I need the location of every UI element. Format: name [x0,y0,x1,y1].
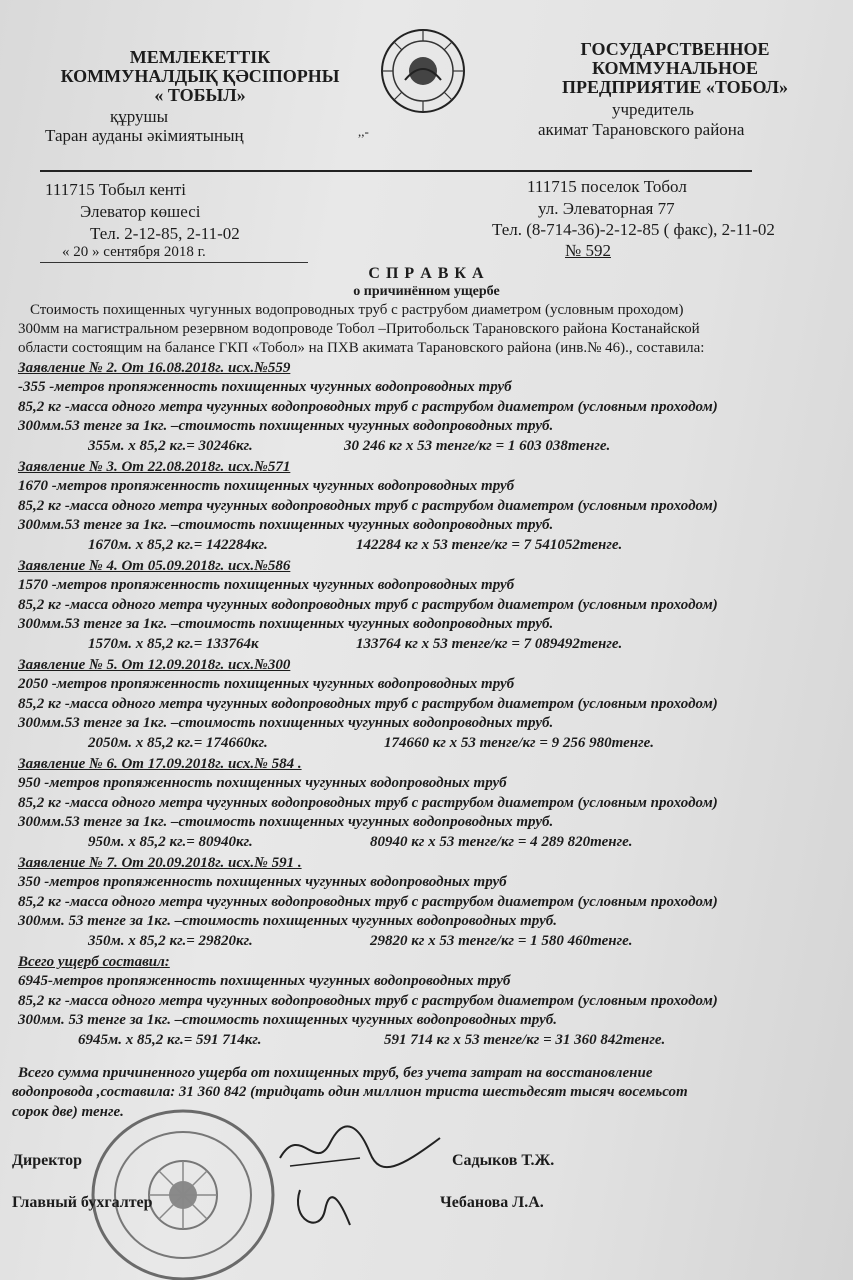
kz-org-line3: « ТОБЫЛ» [154,85,246,105]
section-price-line: 300мм. 53 тенге за 1кг. –стоимость похищенных чугунных водопроводных труб. [18,913,557,929]
kz-address1: 111715 Тобыл кенті [45,180,187,199]
section-calc-mass: 1570м. х 85,2 кг.= 133764к [88,636,259,652]
director-name: Садыков Т.Ж. [452,1152,555,1169]
section-heading: Заявление № 7. От 20.09.2018г. исх.№ 591 . [18,855,302,871]
section-calc-cost: 133764 кг х 53 тенге/кг = 7 089492тенге. [356,636,623,652]
ru-founder-label: учредитель [612,100,694,119]
ru-org-line3: ПРЕДПРИЯТИЕ «ТОБОЛ» [562,77,788,97]
director-signature-icon [270,1118,450,1178]
section-calc-mass: 1670м. х 85,2 кг.= 142284кг. [88,537,268,553]
document-subtitle: о причинённом ущербе [353,284,500,299]
official-stamp-icon [88,1100,278,1280]
summary-line-1: Всего сумма причиненного ущерба от похищенных труб, без учета затрат на восстановление [18,1065,653,1081]
summary-line-3: сорок две) тенге. [12,1104,124,1120]
section-calc-mass: 350м. х 85,2 кг.= 29820кг. [88,933,253,949]
ru-phone: Тел. (8-714-36)-2-12-85 ( факс), 2-11-02 [492,220,775,239]
section-mass-line: 85,2 кг -масса одного метра чугунных водопроводных труб с раструбом диаметром (условным проходом) [18,399,718,415]
intro-line-2: 300мм на магистральном резервном водопроводе Тобол –Притобольск Тарановского района Костанайской [18,321,700,337]
accountant-name: Чебанова Л.А. [440,1194,544,1211]
section-price-line: 300мм.53 тенге за 1кг. –стоимость похищенных чугунных водопроводных труб. [18,814,554,830]
ru-org-line2: КОММУНАЛЬНОЕ [591,58,759,78]
document-title: С П Р А В К А [368,265,485,282]
header-divider [40,170,752,172]
section-calc-cost: 80940 кг х 53 тенге/кг = 4 289 820тенге. [370,834,633,850]
ru-founder: акимат Тарановского района [538,120,745,139]
section-heading: Всего ущерб составил: [18,954,170,970]
summary-line-2: водопровода ,составила: 31 360 842 (тридцать один миллион триста шестьдесят тысяч восемьсот [12,1084,688,1100]
section-price-line: 300мм. 53 тенге за 1кг. –стоимость похищенных чугунных водопроводных труб. [18,1012,557,1028]
section-length-line: 1670 -метров пропяженность похищенных чугунных водопроводных труб [18,478,515,494]
kz-address2: Элеватор көшесі [80,202,201,221]
section-length-line: 1570 -метров пропяженность похищенных чугунных водопроводных труб [18,577,515,593]
section-mass-line: 85,2 кг -масса одного метра чугунных водопроводных труб с раструбом диаметром (условным проходом) [18,993,718,1009]
section-mass-line: 85,2 кг -масса одного метра чугунных водопроводных труб с раструбом диаметром (условным проходом) [18,795,718,811]
section-price-line: 300мм.53 тенге за 1кг. –стоимость похищенных чугунных водопроводных труб. [18,418,554,434]
intro-line-3: области состоящим на балансе ГКП «Тобол» на ПХВ акимата Тарановского района (инв.№ 46)., составила: [18,340,705,356]
section-length-line: 6945-метров пропяженность похищенных чугунных водопроводных труб [18,973,511,989]
kz-founder-label: құрушы [110,107,169,126]
date-underline [40,262,308,263]
section-mass-line: 85,2 кг -масса одного метра чугунных водопроводных труб с раструбом диаметром (условным проходом) [18,597,718,613]
section-mass-line: 85,2 кг -масса одного метра чугунных водопроводных труб с раструбом диаметром (условным проходом) [18,498,718,514]
ru-org-line1: ГОСУДАРСТВЕННОЕ [580,39,770,59]
section-price-line: 300мм.53 тенге за 1кг. –стоимость похищенных чугунных водопроводных труб. [18,715,554,731]
section-mass-line: 85,2 кг -масса одного метра чугунных водопроводных труб с раструбом диаметром (условным проходом) [18,696,718,712]
ru-address2: ул. Элеваторная 77 [538,199,675,218]
section-heading: Заявление № 3. От 22.08.2018г. исх.№571 [18,459,291,475]
section-heading: Заявление № 4. От 05.09.2018г. исх.№586 [18,558,291,574]
ru-address1: 111715 поселок Тобол [527,177,687,196]
accountant-label: Главный бухгалтер [12,1194,153,1211]
state-emblem-icon [380,28,466,114]
section-length-line: 2050 -метров пропяженность похищенных чугунных водопроводных труб [18,676,515,692]
section-heading: Заявление № 5. От 12.09.2018г. исх.№300 [18,657,291,673]
kz-founder: Таран ауданы әкімиятының [45,126,244,145]
section-price-line: 300мм.53 тенге за 1кг. –стоимость похищенных чугунных водопроводных труб. [18,517,554,533]
section-calc-cost: 29820 кг х 53 тенге/кг = 1 580 460тенге. [370,933,633,949]
section-calc-cost: 591 714 кг х 53 тенге/кг = 31 360 842тенге. [384,1032,666,1048]
document-number: № 592 [565,241,611,260]
section-price-line: 300мм.53 тенге за 1кг. –стоимость похищенных чугунных водопроводных труб. [18,616,554,632]
seal-mark: ,,- [358,124,369,139]
accountant-signature-icon [280,1180,370,1240]
section-length-line: 350 -метров пропяженность похищенных чугунных водопроводных труб [18,874,507,890]
kz-org-line2: КОММУНАЛДЫҚ ҚӘСІПОРНЫ [60,66,340,86]
section-calc-cost: 30 246 кг х 53 тенге/кг = 1 603 038тенге. [344,438,611,454]
section-length-line: -355 -метров пропяженность похищенных чугунных водопроводных труб [18,379,512,395]
kz-phone: Тел. 2-12-85, 2-11-02 [90,224,240,243]
section-heading: Заявление № 6. От 17.09.2018г. исх.№ 584 . [18,756,302,772]
intro-line-1: Стоимость похищенных чугунных водопроводных труб с раструбом диаметром (условным проходом) [30,302,684,318]
director-label: Директор [12,1152,82,1169]
section-heading: Заявление № 2. От 16.08.2018г. исх.№559 [18,360,291,376]
section-calc-cost: 142284 кг х 53 тенге/кг = 7 541052тенге. [356,537,623,553]
section-length-line: 950 -метров пропяженность похищенных чугунных водопроводных труб [18,775,507,791]
section-mass-line: 85,2 кг -масса одного метра чугунных водопроводных труб с раструбом диаметром (условным проходом) [18,894,718,910]
section-calc-mass: 950м. х 85,2 кг.= 80940кг. [88,834,253,850]
kz-org-line1: МЕМЛЕКЕТТІК [129,47,271,67]
section-calc-mass: 6945м. х 85,2 кг.= 591 714кг. [78,1032,262,1048]
section-calc-cost: 174660 кг х 53 тенге/кг = 9 256 980тенге. [384,735,655,751]
section-calc-mass: 2050м. х 85,2 кг.= 174660кг. [88,735,268,751]
section-calc-mass: 355м. х 85,2 кг.= 30246кг. [88,438,253,454]
document-date: « 20 » сентября 2018 г. [62,244,206,260]
